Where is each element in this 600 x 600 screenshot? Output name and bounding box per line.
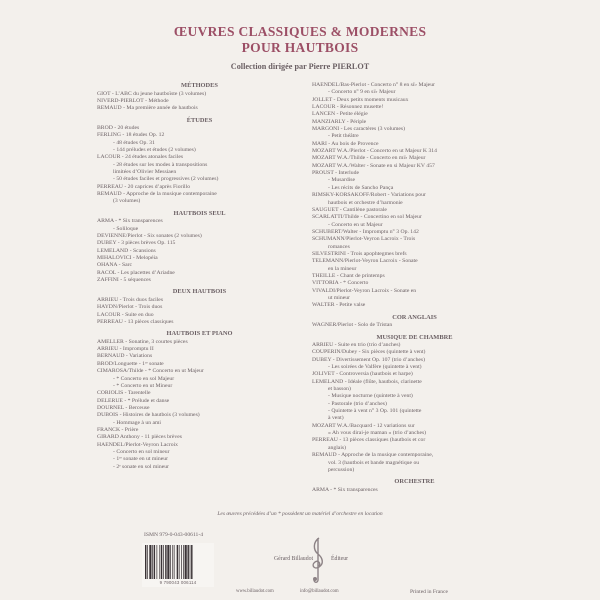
catalog-entry: ARMA - * Six transparences [97,218,163,225]
catalog-entry: - Soliloque [113,225,139,232]
catalog-entry: BROD - 20 études [97,125,140,132]
catalog-entry: FRANCK - Prière [97,426,139,433]
catalog-entry: SCHUMANN/Pierlot-Veyron Lacroix - Trois [312,236,416,243]
catalog-entry: RIMSKY-KORSAKOFF/Robert - Variations pour [312,192,426,199]
section-heading: MUSIQUE DE CHAMBRE [376,333,453,341]
barcode-bars-icon [144,545,212,579]
catalog-entry: limitées d’Olivier Messiaen [113,169,177,176]
catalog-entry: percussion) [328,466,355,473]
catalog-entry: DUBEY - Divertissement Op. 107 (trio d’anches) [312,356,426,363]
catalog-entry: MOZART W.A./Thilde - Concerto en mi♭ Majeur [312,155,426,162]
catalog-entry: BROD/Longuette - 1ʳᵉ sonate [97,360,164,367]
catalog-entry: GIOT - L’ABC du jeune hautboïste (3 volumes) [97,90,207,97]
catalog-entry: - Petit théâtre [328,133,359,140]
catalog-entry: DUBOIS - Histoires de hautbois (3 volumes) [97,412,200,419]
catalog-entry: MIHALOVICI - Melopéia [97,255,158,262]
catalog-entry: - Concerto n° 9 en si♭ Majeur [328,89,396,96]
catalog-entry: hautbois et orchestre d’harmonie [328,199,403,206]
collection-subtitle: Collection dirigée par Pierre PIERLOT [230,62,370,71]
catalog-entry: VITTORIA - * Concerto [312,280,369,287]
ismn-number: ISMN 979-0-043-00611-4 [144,532,203,538]
catalog-entry: - 48 études Op. 31 [113,139,155,146]
catalog-entry: PERREAU - 20 caprices d’après Fiorillo [97,183,191,190]
catalog-entry: MOZART W.A./Bacquard - 12 variations sur [312,422,415,429]
catalog-entry: MOZART W.A./Pierlot - Concerto en ut Majeur K 314 [312,148,437,155]
catalog-entry: THEILLE - Chant de printemps [312,272,385,279]
catalog-entry: et basson) [328,386,351,393]
catalog-entry: VIVALDI/Pierlot-Veyron Lacroix - Sonate en [312,287,417,294]
catalog-entry: SAUGUET - Cantilène pastorale [312,206,387,213]
catalog-entry: ARRIEU - Impromptu II [97,346,154,353]
section-heading: ORCHESTRE [394,478,435,486]
catalog-entry: - Pastorale (trio d’anches) [328,400,387,407]
catalog-entry: - 1ʳᵉ sonate en ut mineur [113,456,168,463]
catalog-entry: ARRIEU - Suite en trio (trio d’anches) [312,342,401,348]
catalog-entry: - 2ᵉ sonate en sol mineur [113,463,169,470]
catalog-entry: - Hommage à un ami [113,419,162,426]
footnote: Les œuvres précédées d’un * possèdent un matériel d’orchestre en location [217,511,383,517]
catalog-entry: REMAUD - Ma première année de hautbois [97,105,198,112]
catalog-entry: WAGNER/Pierlot - Solo de Tristan [312,322,393,329]
catalog-entry: - Quintette à vent n° 3 Op. 101 (quintette [328,408,422,415]
catalog-entry: CORIOLIS - Tarentelle [97,390,151,397]
section-heading: HAUTBOIS ET PIANO [166,330,233,338]
catalog-entry: anglais) [328,444,347,451]
catalog-entry: FERLING - 18 études Op. 12 [97,132,165,139]
catalog-entry: - Les récits de Sancho Pança [328,184,394,191]
section-heading: ÉTUDES [186,116,213,124]
catalog-entry: DELERUE - * Prélude et danse [97,397,170,404]
catalog-entry: MARGONI - Les caractères (3 volumes) [312,126,406,133]
barcode [142,543,214,587]
catalog-right-column [312,82,517,494]
catalog-entry: en la mineur [328,265,357,272]
catalog-entry: JOLIVET - Controversia (hautbois et harpe) [312,371,413,378]
catalog-entry: BERNAUD - Variations [97,353,153,360]
catalog-entry: HAENDEL/Pierlot-Veyron Lacroix [97,441,179,448]
catalog-entry: - Musique nocturne (quintette à vent) [328,393,413,400]
catalog-entry: AMELLER - Sonatine, 3 courtes pièces [97,338,188,345]
treble-clef-logo-icon [307,536,329,584]
catalog-entry: ARMA - * Six transparences [312,486,378,493]
catalog-entry: CIMAROSA/Thilde - * Concerto en ut Majeur [97,368,204,375]
catalog-entry: TELEMANN/Pierlot-Veyron Lacroix - Sonate [312,258,418,265]
catalog-entry: OHANA - Sarc [97,262,133,269]
catalog-entry: NIVERD-PIERLOT - Méthode [97,97,169,104]
catalog-entry: SCHUBERT/Walter - Impromptu n° 3 Op. 142 [312,228,419,235]
catalog-entry: REMAUD - Approche de la musique contemporaine, [312,452,434,459]
catalog-entry: MANZIARLY - Périple [312,118,367,125]
catalog-entry: COUPERIN/Dubey - Six pièces (quintette à vent) [312,349,426,356]
catalog-entry: vol. 3 (hautbois et bande magnétique ou [328,459,420,466]
catalog-entry: à vent) [328,415,344,422]
catalog-entry: SCARLATTI/Thilde - Concertino en sol Majeur [312,214,422,221]
catalog-entry: LACOUR - Suite en duo [97,311,154,318]
catalog-entry: romances [328,243,350,250]
catalog-entry: SILVESTRINI - Trois apophtegmes brefs [312,250,407,257]
catalog-entry: GIRARD Anthony - 11 pièces brèves [97,434,182,441]
catalog-entry: - Concerto en sol mineur [113,448,170,455]
catalog-entry: ut mineur [328,294,350,301]
publisher-role: Éditeur [331,556,349,562]
barcode-digits: 9 790043 006114 [159,580,197,585]
catalog-entry: DUBEY - 3 pièces brèves Op. 115 [97,240,176,247]
catalog-entry: REMAUD - Approche de la musique contemporaine [97,191,217,198]
catalog-entry: - Musardise [328,177,356,184]
catalog-entry: - 28 études sur les modes à transpositions [113,161,208,168]
catalog-entry: LACOUR - 24 études atonales faciles [97,154,184,161]
catalog-entry: - 50 études faciles et progressives (2 volumes) [113,176,219,183]
catalog-entry: PERREAU - 13 pièces classiques [97,318,174,325]
section-heading: COR ANGLAIS [392,313,437,321]
catalog-entry: (3 volumes) [113,198,141,205]
printed-in: Printed in France [410,589,448,595]
catalog-entry: LEMELAND - Scansions [97,247,156,254]
catalog-entry: LACOUR - Résonnez musette! [312,104,384,111]
catalog-entry: JOLLET - Deux petits moments musicaux [312,96,409,103]
catalog-entry: « Ah vous dirai-je maman » (trio d’anches) [328,430,427,437]
website-link[interactable]: www.billaudot.com [236,589,274,594]
catalog-entry: ARRIEU - Trois duos faciles [97,296,164,303]
catalog-title: ŒUVRES CLASSIQUES & MODERNES [173,24,427,39]
section-heading: DEUX HAUTBOIS [172,288,227,296]
catalog-entry: PERREAU - 13 pièces classiques (hautbois et cor [312,437,426,444]
catalog-entry: LANCEN - Petite élégie [312,111,368,118]
catalog-entry: - * Concerto en sol Majeur [113,375,175,382]
catalog-entry: - Concerto en ut Majeur [328,221,383,228]
catalog-entry: DEVIENNE/Pierlot - Six sonates (2 volumes) [97,233,202,239]
catalog-entry: - * Concerto en ut Mineur [113,382,173,389]
catalog-entry: LEMELAND - Idéale (flûte, hautbois, clarinette [312,378,422,385]
catalog-left-column [97,82,302,471]
catalog-entry: ZAFFINI - 5 séquences [97,277,151,284]
catalog-entry: HAENDEL/Bas-Pierlot - Concerto n° 8 en si♭ Majeur [312,82,435,88]
catalog-entry: - Les soirées de Valfère (quintette à vent) [328,364,422,371]
section-heading: HAUTBOIS SEUL [173,209,226,217]
catalog-entry: MOZART W.A./Walter - Sonate en si Majeur KV 457 [312,162,435,169]
catalog-title-line2: POUR HAUTBOIS [241,40,359,55]
catalog-entry: - 144 préludes et études (2 volumes) [113,147,196,154]
catalog-entry: HAYDN/Pierlot - Trois duos [97,304,163,311]
catalog-entry: MARI - Au bois de Provence [312,140,379,147]
catalog-entry: RACOL - Les placettes d’Ariadne [97,269,175,276]
email-link[interactable]: info@billaudot.com [300,589,339,594]
catalog-entry: WALTER - Petite valse [312,302,366,309]
publisher-name: Gérard Billaudot [274,556,314,562]
section-heading: MÉTHODES [181,82,218,89]
catalog-entry: DOURNEL - Berceuse [97,404,150,411]
catalog-entry: PROUST - Interlude [312,170,359,177]
